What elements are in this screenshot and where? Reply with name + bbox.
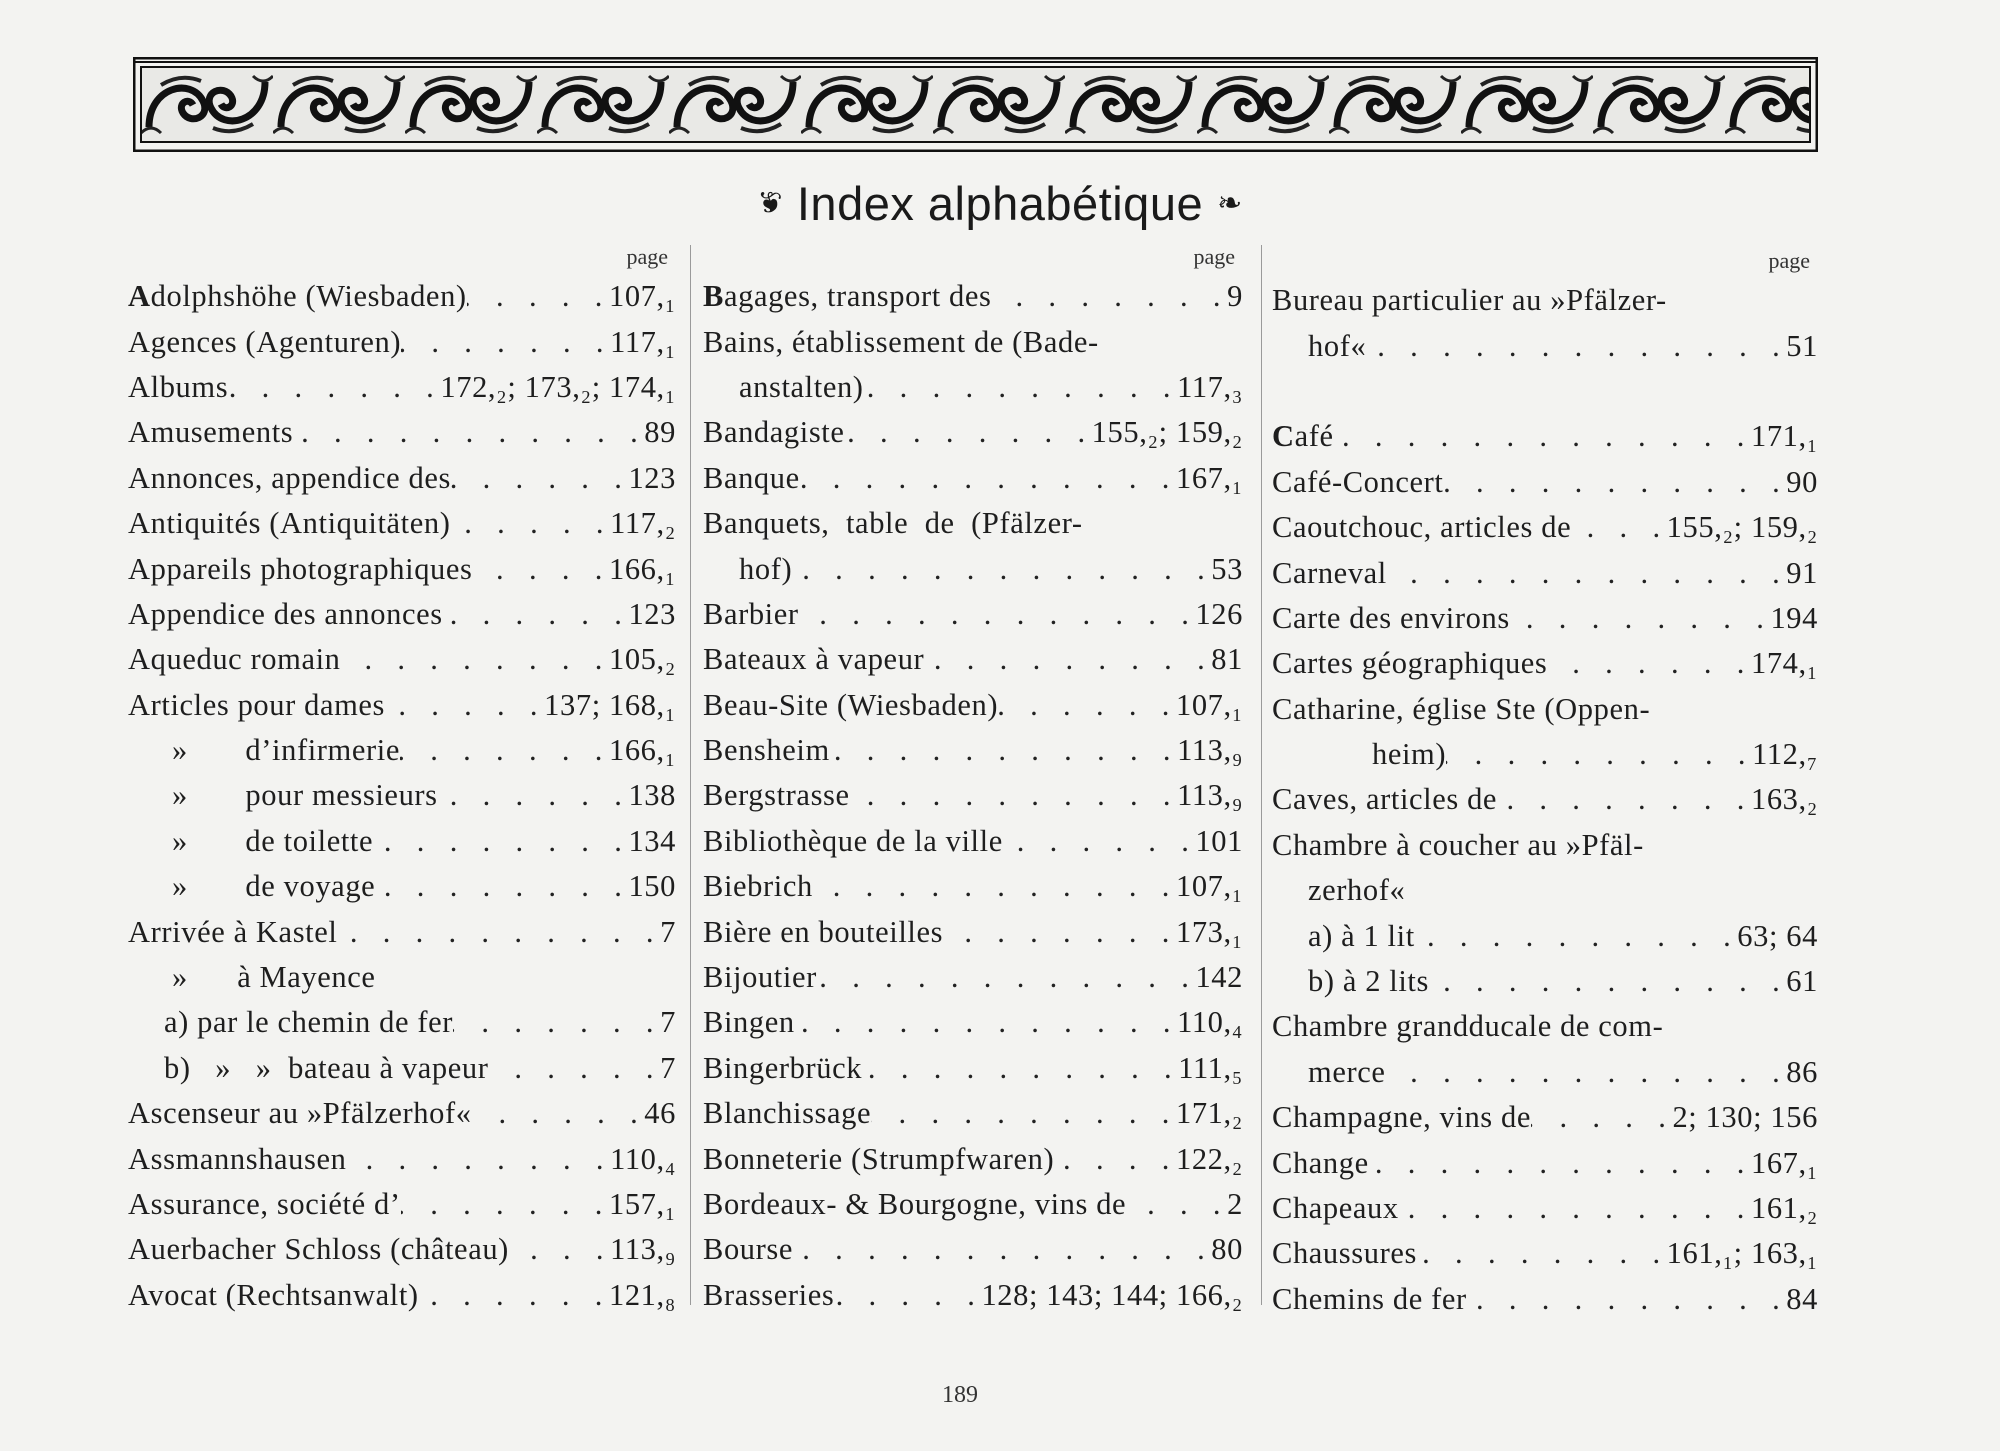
dot-leader bbox=[228, 370, 440, 405]
entry-term: Articles pour dames bbox=[128, 687, 386, 722]
index-entry bbox=[1272, 505, 1818, 550]
dot-leader bbox=[419, 1278, 609, 1313]
entry-page-ref: 113,₉ bbox=[1177, 733, 1243, 768]
entry-term: Adolphshöhe (Wiesbaden) bbox=[128, 279, 467, 314]
entry-term: hof) bbox=[739, 551, 793, 586]
entry-term: Appendice des annonces bbox=[128, 596, 443, 631]
index-entry bbox=[703, 410, 1243, 455]
entry-page-ref: 155,₂; 159,₂ bbox=[1091, 415, 1243, 450]
page-column-label: page bbox=[1193, 244, 1235, 269]
index-entry bbox=[128, 410, 676, 455]
entry-page-ref: 157,₁ bbox=[608, 1187, 676, 1221]
entry-term: Bensheim bbox=[703, 733, 830, 768]
entry-page-ref: 86 bbox=[1786, 1054, 1818, 1089]
entry-term: Change bbox=[1272, 1145, 1369, 1180]
entry-term: Banque bbox=[703, 460, 800, 495]
fleuron-right-icon bbox=[1217, 186, 1243, 221]
entry-term: Ascenseur au »Pfälzerhof« bbox=[128, 1096, 472, 1131]
entry-page-ref: 117,₃ bbox=[1177, 369, 1243, 404]
entry-page-ref: 117,₁ bbox=[610, 324, 676, 359]
index-entry bbox=[1272, 1231, 1818, 1276]
dot-leader bbox=[488, 1051, 660, 1086]
entry-term: Café-Concert bbox=[1272, 464, 1444, 499]
index-entry bbox=[1272, 687, 1818, 732]
entry-term: Antiquités (Antiquitäten) bbox=[128, 506, 451, 541]
entry-term: » pour messieurs bbox=[172, 778, 438, 813]
entry-term: hof« bbox=[1308, 328, 1367, 363]
entry-page-ref: 113,₉ bbox=[610, 1232, 676, 1267]
index-entry bbox=[703, 274, 1243, 319]
entry-term: Brasseries bbox=[703, 1277, 835, 1312]
entry-page-ref: 107,₁ bbox=[608, 279, 676, 314]
page-title bbox=[0, 176, 2000, 231]
dot-leader bbox=[293, 415, 644, 450]
entry-page-ref: 7 bbox=[660, 1050, 676, 1085]
entry-term: Bonneterie (Strumpfwaren) bbox=[703, 1141, 1055, 1176]
entry-term: Beau-Site (Wiesbaden) bbox=[703, 687, 999, 722]
dot-leader bbox=[862, 1051, 1178, 1086]
entry-term: Carte des environs bbox=[1272, 600, 1510, 635]
entry-term: b) à 2 lits bbox=[1308, 964, 1429, 999]
entry-term: Chambre à coucher au »Pfäl- bbox=[1272, 827, 1644, 862]
index-entry bbox=[128, 819, 676, 864]
index-entry bbox=[703, 1182, 1243, 1227]
index-entry bbox=[1272, 323, 1818, 368]
entry-page-ref: 107,₁ bbox=[1175, 687, 1243, 722]
index-entry bbox=[128, 1046, 676, 1091]
dot-leader bbox=[373, 824, 628, 859]
dot-leader bbox=[400, 733, 609, 768]
entry-page-ref: 89 bbox=[644, 415, 676, 450]
entry-page-ref: 142 bbox=[1195, 960, 1243, 995]
dot-leader bbox=[1054, 1142, 1176, 1177]
index-entry bbox=[1272, 1050, 1818, 1095]
dot-leader bbox=[453, 1005, 660, 1040]
entry-page-ref: 166,₁ bbox=[608, 733, 676, 768]
dot-leader bbox=[850, 778, 1177, 813]
index-entry bbox=[128, 1091, 676, 1136]
index-entry bbox=[128, 501, 676, 546]
index-entry bbox=[128, 683, 676, 728]
column-divider bbox=[690, 245, 691, 1305]
entry-term: Biebrich bbox=[703, 869, 813, 904]
entry-page-ref: 138 bbox=[628, 778, 676, 813]
index-entry bbox=[703, 456, 1243, 501]
dot-leader bbox=[795, 1005, 1177, 1040]
entry-page-ref: 113,₉ bbox=[1177, 778, 1243, 813]
index-entry bbox=[128, 592, 676, 637]
entry-page-ref: 117,₂ bbox=[610, 506, 676, 541]
index-entry bbox=[1272, 369, 1818, 414]
index-entry bbox=[1272, 414, 1818, 459]
index-entry bbox=[703, 1227, 1243, 1272]
index-entry bbox=[128, 319, 676, 364]
entry-page-ref: 167,₁ bbox=[1750, 1145, 1818, 1180]
dot-leader bbox=[438, 778, 629, 813]
entry-term: Caoutchouc, articles de bbox=[1272, 510, 1572, 545]
fleuron-left-icon bbox=[757, 186, 783, 221]
index-entry bbox=[128, 773, 676, 818]
entry-term: Chemins de fer bbox=[1272, 1281, 1467, 1316]
entry-term: Bains, établissement de (Bade- bbox=[703, 324, 1099, 359]
entry-term: » de voyage bbox=[172, 869, 376, 904]
index-entry bbox=[703, 546, 1243, 591]
entry-term: Bière en bouteilles bbox=[703, 914, 944, 949]
entry-page-ref: 80 bbox=[1211, 1232, 1243, 1267]
dot-leader bbox=[401, 325, 610, 360]
index-entry bbox=[703, 1273, 1243, 1318]
index-entry bbox=[128, 1227, 676, 1272]
index-entry bbox=[1272, 732, 1818, 777]
dot-leader bbox=[864, 370, 1178, 405]
entry-term: anstalten) bbox=[739, 369, 864, 404]
dot-leader bbox=[1366, 329, 1786, 364]
index-entry bbox=[128, 1000, 676, 1045]
index-entry bbox=[128, 274, 676, 319]
entry-page-ref: 46 bbox=[644, 1096, 676, 1131]
index-column-c bbox=[1272, 248, 1818, 1322]
index-entry bbox=[703, 637, 1243, 682]
entry-term: Chapeaux bbox=[1272, 1191, 1399, 1225]
index-entry bbox=[1272, 777, 1818, 822]
dot-leader bbox=[793, 1232, 1211, 1267]
entry-term: heim) bbox=[1372, 737, 1447, 772]
dot-leader bbox=[1497, 782, 1751, 817]
index-entry bbox=[1272, 823, 1818, 868]
entry-page-ref: 155,₂; 159,₂ bbox=[1666, 510, 1818, 545]
index-entry bbox=[1272, 1277, 1818, 1322]
dot-leader bbox=[1443, 465, 1786, 500]
entry-page-ref: 121,₈ bbox=[608, 1277, 676, 1312]
index-entry bbox=[128, 955, 676, 1000]
dot-leader bbox=[1386, 1055, 1787, 1090]
entry-term: Catharine, église Ste (Oppen- bbox=[1272, 691, 1651, 726]
page-column-label: page bbox=[626, 244, 668, 269]
entry-term: Bordeaux- & Bourgogne, vins de bbox=[703, 1187, 1127, 1221]
entry-term: Bijoutier bbox=[703, 960, 817, 995]
page-number: 189 bbox=[942, 1382, 978, 1408]
column-divider bbox=[1261, 245, 1262, 1305]
entry-page-ref: 194 bbox=[1770, 600, 1818, 635]
index-entry bbox=[703, 819, 1243, 864]
entry-term: Barbier bbox=[703, 596, 799, 631]
dot-leader bbox=[1334, 419, 1751, 454]
entry-term: Bandagiste bbox=[703, 415, 845, 450]
dot-leader bbox=[1126, 1187, 1227, 1222]
entry-term: Bibliothèque de la ville bbox=[703, 823, 1003, 858]
index-entry bbox=[128, 864, 676, 909]
entry-page-ref: 107,₁ bbox=[1175, 869, 1243, 904]
entry-page-ref: 174,₁ bbox=[1750, 646, 1818, 681]
index-entry bbox=[1272, 1140, 1818, 1185]
entry-page-ref: 2 bbox=[1227, 1187, 1243, 1221]
index-entry bbox=[128, 637, 676, 682]
dot-leader bbox=[1399, 1191, 1751, 1226]
dot-leader bbox=[924, 642, 1211, 677]
entry-term: Bingerbrück bbox=[703, 1050, 863, 1085]
index-entry bbox=[1272, 550, 1818, 595]
dot-leader bbox=[1547, 646, 1751, 681]
dot-leader bbox=[1429, 964, 1786, 999]
index-entry bbox=[703, 1091, 1243, 1136]
dot-leader bbox=[813, 869, 1176, 904]
index-entry bbox=[1272, 1095, 1818, 1140]
dot-leader bbox=[800, 461, 1176, 496]
dot-leader bbox=[1531, 1100, 1672, 1135]
entry-page-ref: 7 bbox=[660, 1005, 676, 1040]
index-entry bbox=[1272, 913, 1818, 958]
entry-page-ref: 112,₇ bbox=[1752, 737, 1818, 772]
entry-page-ref: 61 bbox=[1786, 964, 1818, 999]
entry-page-ref: 172,₂; 173,₂; 174,₁ bbox=[440, 369, 676, 404]
entry-page-ref: 167,₁ bbox=[1175, 460, 1243, 495]
title-text: Index alphabétique bbox=[796, 177, 1204, 230]
dot-leader bbox=[1510, 601, 1771, 636]
entry-page-ref: 161,₁; 163,₁ bbox=[1666, 1236, 1818, 1271]
index-entry bbox=[703, 909, 1243, 954]
entry-term: Assurance, société d’ bbox=[128, 1187, 401, 1221]
entry-term: Assmannshausen bbox=[128, 1141, 347, 1176]
dot-leader bbox=[473, 552, 609, 587]
entry-term: Banquets, table de (Pfälzer- bbox=[703, 506, 1083, 541]
dot-leader bbox=[1467, 1282, 1787, 1317]
index-entry bbox=[128, 909, 676, 954]
entry-page-ref: 134 bbox=[628, 823, 676, 858]
dot-leader bbox=[1369, 1146, 1751, 1181]
index-entry bbox=[128, 365, 676, 410]
index-entry bbox=[128, 1182, 676, 1227]
dot-leader bbox=[472, 1096, 645, 1131]
entry-term: Aqueduc romain bbox=[128, 642, 341, 677]
dot-leader bbox=[375, 869, 628, 904]
dot-leader bbox=[401, 1187, 609, 1222]
index-entry bbox=[128, 728, 676, 773]
entry-page-ref: 110,₄ bbox=[1177, 1005, 1243, 1040]
entry-term: Appareils photographiques bbox=[128, 551, 473, 586]
index-entry bbox=[703, 501, 1243, 546]
dot-leader bbox=[998, 688, 1176, 723]
entry-page-ref: 166,₁ bbox=[608, 551, 676, 586]
entry-page-ref: 123 bbox=[628, 460, 676, 495]
dot-leader bbox=[1387, 556, 1786, 591]
entry-term: Avocat (Rechtsanwalt) bbox=[128, 1277, 419, 1312]
dot-leader bbox=[509, 1232, 610, 1267]
entry-term: Chambre grandducale de com- bbox=[1272, 1009, 1664, 1044]
entry-page-ref: 90 bbox=[1786, 464, 1818, 499]
dot-leader bbox=[792, 552, 1211, 587]
dot-leader bbox=[1417, 1236, 1667, 1271]
dot-leader bbox=[451, 506, 611, 541]
index-entry bbox=[703, 864, 1243, 909]
ornamental-header-border bbox=[133, 57, 1818, 152]
entry-term: Bureau particulier au »Pfälzer- bbox=[1272, 283, 1667, 318]
entry-page-ref: 163,₂ bbox=[1750, 782, 1818, 817]
index-entry bbox=[703, 1000, 1243, 1045]
entry-page-ref: 110,₄ bbox=[610, 1141, 676, 1176]
entry-page-ref: 63; 64 bbox=[1737, 918, 1818, 953]
dot-leader bbox=[943, 915, 1176, 950]
index-entry bbox=[703, 683, 1243, 728]
entry-page-ref: 101 bbox=[1195, 823, 1243, 858]
page-column-label: page bbox=[1768, 248, 1810, 273]
entry-page-ref: 171,₁ bbox=[1750, 419, 1818, 454]
entry-term: Bourse bbox=[703, 1232, 794, 1267]
entry-term: Bateaux à vapeur bbox=[703, 642, 925, 677]
dot-leader bbox=[845, 415, 1092, 450]
dot-leader bbox=[991, 279, 1227, 314]
entry-page-ref: 51 bbox=[1786, 328, 1818, 363]
dot-leader bbox=[871, 1096, 1176, 1131]
entry-term: merce bbox=[1308, 1054, 1386, 1089]
entry-term: Champagne, vins de bbox=[1272, 1100, 1531, 1135]
entry-term: Carneval bbox=[1272, 555, 1387, 590]
index-entry bbox=[703, 1136, 1243, 1181]
entry-page-ref: 128; 143; 144; 166,₂ bbox=[981, 1277, 1243, 1312]
index-entry bbox=[1272, 1186, 1818, 1231]
entry-page-ref: 81 bbox=[1211, 642, 1243, 677]
entry-term: Annonces, appendice des bbox=[128, 460, 451, 495]
index-entry bbox=[703, 955, 1243, 1000]
dot-leader bbox=[467, 279, 609, 314]
index-entry bbox=[128, 456, 676, 501]
entry-page-ref: 150 bbox=[628, 869, 676, 904]
entry-term: Caves, articles de bbox=[1272, 782, 1498, 817]
index-entry bbox=[703, 728, 1243, 773]
entry-page-ref: 84 bbox=[1786, 1281, 1818, 1316]
index-entry bbox=[703, 773, 1243, 818]
entry-page-ref: 91 bbox=[1786, 555, 1818, 590]
dot-leader bbox=[451, 461, 629, 496]
index-entry bbox=[1272, 959, 1818, 1004]
index-entry bbox=[128, 1273, 676, 1318]
dot-leader bbox=[1415, 919, 1738, 954]
entry-term: a) à 1 lit bbox=[1308, 918, 1415, 953]
entry-page-ref: 105,₂ bbox=[608, 642, 676, 677]
entry-term: Arrivée à Kastel bbox=[128, 914, 338, 949]
dot-leader bbox=[443, 597, 629, 632]
entry-term: Agences (Agenturen) bbox=[128, 324, 402, 359]
dot-leader bbox=[817, 960, 1196, 995]
dot-leader bbox=[347, 1142, 611, 1177]
entry-page-ref: 53 bbox=[1211, 551, 1243, 586]
entry-page-ref: 161,₂ bbox=[1750, 1191, 1818, 1225]
entry-term: Bingen bbox=[703, 1005, 795, 1040]
entry-term: Chaussures bbox=[1272, 1236, 1417, 1271]
entry-term: Amusements bbox=[128, 415, 294, 450]
entry-term: zerhof« bbox=[1308, 873, 1406, 908]
entry-term: a) par le chemin de fer bbox=[164, 1005, 453, 1040]
dot-leader bbox=[337, 915, 660, 950]
entry-page-ref: 111,₅ bbox=[1178, 1050, 1243, 1085]
index-entry bbox=[703, 365, 1243, 410]
dot-leader bbox=[834, 1278, 981, 1313]
entry-page-ref: 171,₂ bbox=[1175, 1096, 1243, 1131]
entry-term: Albums bbox=[128, 369, 229, 404]
entry-term: Bergstrasse bbox=[703, 778, 850, 813]
entry-page-ref: 137; 168,₁ bbox=[544, 687, 676, 722]
index-entry bbox=[703, 1046, 1243, 1091]
dot-leader bbox=[341, 642, 609, 677]
entry-page-ref: 7 bbox=[660, 914, 676, 949]
index-entry bbox=[1272, 641, 1818, 686]
dot-leader bbox=[1571, 510, 1666, 545]
dot-leader bbox=[385, 688, 544, 723]
entry-term: Bagages, transport des bbox=[703, 279, 992, 314]
entry-page-ref: 122,₂ bbox=[1175, 1141, 1243, 1176]
entry-term: Auerbacher Schloss (château) bbox=[128, 1232, 509, 1267]
entry-term: Café bbox=[1272, 419, 1334, 454]
index-entry bbox=[1272, 596, 1818, 641]
index-entry bbox=[128, 1136, 676, 1181]
index-entry bbox=[1272, 278, 1818, 323]
entry-term: b) » » bateau à vapeur bbox=[164, 1050, 489, 1085]
index-column-b bbox=[703, 244, 1243, 1318]
entry-page-ref: 126 bbox=[1195, 596, 1243, 631]
index-entry bbox=[1272, 460, 1818, 505]
dot-leader bbox=[799, 597, 1196, 632]
entry-term: » à Mayence bbox=[172, 960, 376, 995]
index-entry bbox=[1272, 1004, 1818, 1049]
dot-leader bbox=[1446, 737, 1752, 772]
entry-term: » de toilette bbox=[172, 823, 374, 858]
entry-page-ref: 2; 130; 156 bbox=[1672, 1100, 1818, 1135]
dot-leader bbox=[1003, 824, 1196, 859]
dot-leader bbox=[830, 733, 1177, 768]
index-entry bbox=[1272, 868, 1818, 913]
entry-term: » d’infirmerie bbox=[172, 733, 400, 768]
entry-page-ref: 173,₁ bbox=[1175, 914, 1243, 949]
index-entry bbox=[703, 319, 1243, 364]
index-entry bbox=[128, 546, 676, 591]
index-entry bbox=[703, 592, 1243, 637]
entry-page-ref: 123 bbox=[628, 596, 676, 631]
entry-term: Cartes géographiques bbox=[1272, 646, 1548, 681]
entry-page-ref: 9 bbox=[1227, 279, 1243, 314]
entry-term: Blanchissage bbox=[703, 1096, 872, 1131]
index-column-a bbox=[128, 244, 676, 1318]
